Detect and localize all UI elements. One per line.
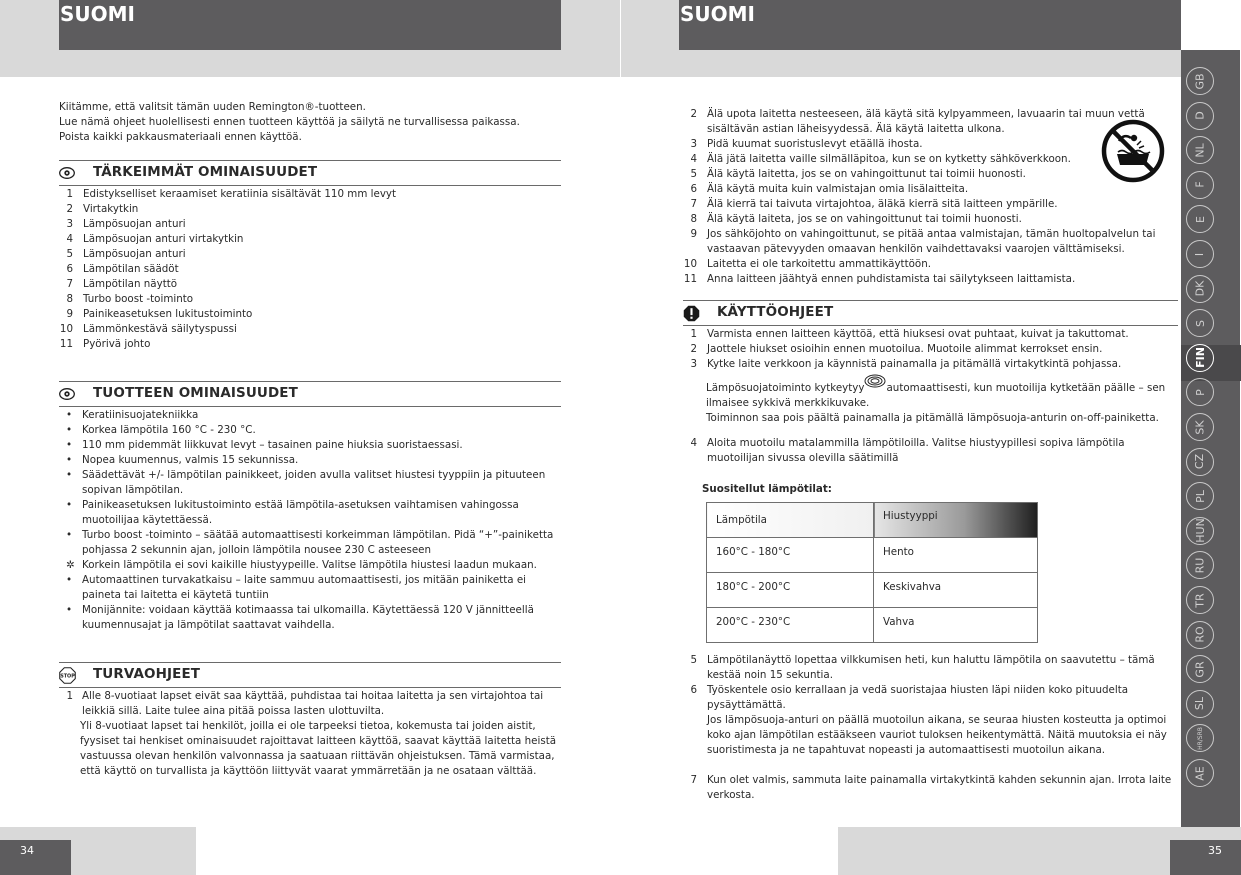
language-tab-label: NL (1193, 143, 1207, 158)
list-item-text: Pidä kuumat suoristuslevyt etäällä ihosta. (707, 138, 923, 150)
list-item-text: Painikeasetuksen lukitustoiminto (83, 308, 253, 320)
bullet-icon: • (66, 439, 73, 451)
list-item-number: 6 (690, 183, 697, 195)
usage-item-7 (683, 773, 1178, 803)
language-tab-nl[interactable] (1186, 136, 1214, 164)
usage-item-7-text: Kun olet valmis, sammuta laite painamalla virtakytkintä kahden sekunnin ajan. Irrota laite verkosta. (707, 774, 1172, 801)
list-item (59, 322, 561, 337)
list-item-text: Älä käytä muita kuin valmistajan omia lisälaitteita. (707, 183, 969, 195)
list-item (683, 212, 1178, 227)
list-item-number: 4 (66, 233, 73, 245)
list-item-number: 3 (66, 218, 73, 230)
list-item (683, 152, 1178, 167)
bullet-item-text: Keratiinisuojatekniikka (82, 409, 199, 421)
bullet-item (59, 408, 564, 423)
list-item-number: 5 (66, 248, 73, 260)
usage-item-6 (683, 683, 1178, 758)
safety-item-1-number: 1 (66, 690, 73, 702)
language-tab-label: FIN (1193, 347, 1207, 369)
list-item-number: 2 (66, 203, 73, 215)
list-item-text: Jos sähköjohto on vahingoittunut, se pitää antaa valmistajan, tämän huoltopalvelun tai vastaavan pätevyyden omaavan henkilön vaihdettavaksi vaarojen välttämiseksi. (707, 228, 1156, 255)
list-item-text: Varmista ennen laitteen käyttöä, että hiuksesi ovat puhtaat, kuivat ja takuttomat. (707, 328, 1129, 340)
list-item-number: 10 (59, 323, 73, 335)
caution-star-icon: ✲ (66, 559, 75, 571)
stop-sign-icon (59, 667, 76, 684)
bullet-item (59, 603, 564, 633)
safety-continued-list (683, 107, 1178, 287)
bullet-item-text: Automaattinen turvakatkaisu – laite sammuu automaattisesti, jos mitään painiketta ei paineta tai laitetta ei käytetä tuntiin (82, 574, 527, 601)
language-tab-label: F (1193, 181, 1207, 188)
bullet-icon: • (66, 409, 73, 421)
list-item-text: Älä kierrä tai taivuta virtajohtoa, äläkä kierrä sitä laitteen ympärille. (707, 198, 1058, 210)
bullet-icon: • (66, 529, 73, 541)
usage-section-header (683, 300, 1178, 326)
table-header-row (707, 503, 1038, 538)
usage-item-6-text: Työskentele osio kerrallaan ja vedä suoristajaa hiusten läpi niiden koko pituudelta pysäyttämättä. (707, 684, 1129, 711)
language-tab-label: GR (1193, 661, 1207, 678)
eye-icon (59, 166, 75, 180)
language-tab-gb[interactable] (1186, 67, 1214, 95)
language-tab-label: TR (1193, 592, 1207, 608)
list-item-text: Kytke laite verkkoon ja käynnistä painamalla ja pitämällä virtakytkintä pohjassa. (707, 358, 1122, 370)
list-item-text: Pyörivä johto (83, 338, 151, 350)
bullet-item (59, 558, 564, 573)
usage-item-4 (683, 436, 1178, 466)
list-item (683, 227, 1178, 257)
language-tab-pl[interactable] (1186, 482, 1214, 510)
language-tab-f[interactable] (1186, 171, 1214, 199)
language-tab-label: DK (1193, 280, 1207, 297)
table-cell: Hento (874, 538, 1038, 573)
list-item (683, 167, 1178, 182)
language-tab-label: D (1193, 111, 1207, 120)
language-tab-label: HUN (1193, 518, 1207, 544)
language-tab-label: PL (1193, 489, 1207, 503)
list-item-text: Älä jätä laitetta vaille silmälläpitoa, kun se on kytketty sähköverkkoon. (707, 153, 1071, 165)
list-item (59, 247, 561, 262)
list-item-number: 9 (66, 308, 73, 320)
eye-icon (59, 387, 75, 401)
list-item-text: Virtakytkin (83, 203, 139, 215)
table-cell: Keskivahva (874, 573, 1038, 608)
warning-icon (683, 305, 700, 322)
bullet-icon: • (66, 604, 73, 616)
bullet-icon: • (66, 454, 73, 466)
table-cell: Vahva (874, 608, 1038, 643)
features-title: TÄRKEIMMÄT OMINAISUUDET (93, 164, 318, 180)
table-cell: 200°C - 230°C (707, 608, 874, 643)
language-tab-cz[interactable] (1186, 448, 1214, 476)
page-number-left: 34 (0, 840, 71, 875)
recommended-temps-label: Suositellut lämpötilat: (702, 483, 832, 495)
product-section-header (59, 381, 561, 407)
table-row (707, 538, 1038, 573)
list-item-number: 3 (690, 358, 697, 370)
list-item-number: 6 (66, 263, 73, 275)
list-item-text: Anna laitteen jäähtyä ennen puhdistamista tai säilytykseen laittamista. (707, 273, 1076, 285)
language-tab-label: P (1193, 389, 1207, 396)
language-tab-label: E (1193, 215, 1207, 223)
language-tab-hun[interactable] (1186, 517, 1214, 545)
bullet-item-text: Korkein lämpötila ei sovi kaikille hiustyypeille. Valitse lämpötila hiustesi laadun mukaan. (82, 559, 537, 571)
language-tab-dk[interactable] (1186, 275, 1214, 303)
list-item-text: Älä upota laitetta nesteeseen, älä käytä sitä kylpyammeen, lavuaarin tai muun vettä sisältävän astian läheisyydessä. Älä käytä laitetta ulkona. (707, 108, 1145, 135)
table-row (707, 573, 1038, 608)
list-item (683, 182, 1178, 197)
usage-item-7-number: 7 (690, 774, 697, 786)
table-cell: 180°C - 200°C (707, 573, 874, 608)
safety-item-1-text-2: Yli 8-vuotiaat lapset tai henkilöt, joilla ei ole tarpeeksi tietoa, kokemusta tai joiden aistit, fyysiset tai henkiset ominaisuudet rajoittavat laitteen käyttöä, saavat käyttää laitetta heistä vastuussa olevan henkilön valvonnassa ja saatuaan riittävän ohjeistuksen. Tämä varmistaa, että käyttö on turvallista ja käyttöön liittyvät vaarat ymmärretään ja ne osataan välttää. (80, 720, 557, 777)
list-item-number: 4 (690, 153, 697, 165)
usage-title: KÄYTTÖOHJEET (717, 304, 834, 320)
heat-protect-text-post: automaattisesti, kun muotoilija kytketään päälle – sen ilmaisee sykkivä merkkikuvake. (706, 382, 1166, 409)
list-item (683, 257, 1178, 272)
usage-item-5 (683, 653, 1178, 683)
language-tab-label: SL (1193, 697, 1207, 711)
language-tab-label: RO (1193, 626, 1207, 643)
safety-section-header (59, 662, 561, 688)
language-tab-d[interactable] (1186, 102, 1214, 130)
list-item (59, 217, 561, 232)
features-list (59, 187, 561, 352)
list-item (59, 292, 561, 307)
table-cell: 160°C - 180°C (707, 538, 874, 573)
bullet-item (59, 453, 564, 468)
list-item-text: Laitetta ei ole tarkoitettu ammattikäyttöön. (707, 258, 932, 270)
list-item-number: 2 (690, 343, 697, 355)
list-item (683, 197, 1178, 212)
table-header-temperature: Lämpötila (707, 503, 874, 538)
list-item (59, 337, 561, 352)
list-item-text: Älä käytä laitetta, jos se on vahingoittunut tai toimii huonosti. (707, 168, 1026, 180)
list-item-number: 11 (59, 338, 73, 350)
safety-item-1-text: Alle 8-vuotiaat lapset eivät saa käyttää, puhdistaa tai hoitaa laitetta ja sen virtajohtoa tai leikkiä sillä. Laite tulee aina pitää poissa lasten ulottuvilta. (82, 690, 544, 717)
list-item-text: Älä käytä laiteta, jos se on vahingoittunut tai toimii huonosti. (707, 213, 1022, 225)
language-tab-label: HR/SRB (1196, 726, 1204, 750)
list-item (683, 342, 1178, 357)
list-item-number: 2 (690, 108, 697, 120)
bullet-item-text: Nopea kuumennus, valmis 15 sekunnissa. (82, 454, 299, 466)
features-section-header (59, 160, 561, 186)
page-title-left: SUOMI (59, 0, 561, 50)
bullet-item (59, 498, 564, 528)
usage-item-6-number: 6 (690, 684, 697, 696)
list-item-text: Lämpösuojan anturi (83, 218, 186, 230)
language-tab-ro[interactable] (1186, 621, 1214, 649)
bullet-item (59, 573, 564, 603)
page-title-right: SUOMI (679, 0, 1181, 50)
list-item-text: Jaottele hiukset osioihin ennen muotoilua. Muotoile alimmat kerrokset ensin. (707, 343, 1103, 355)
language-tab-fin[interactable] (1186, 344, 1214, 372)
list-item-number: 3 (690, 138, 697, 150)
usage-item-3-detail (706, 374, 1176, 426)
bullet-icon: • (66, 499, 73, 511)
stop-label: STOP (60, 673, 75, 680)
list-item (683, 107, 1178, 137)
language-tab-gr[interactable] (1186, 655, 1214, 683)
bullet-item-text: 110 mm pidemmät liikkuvat levyt – tasainen paine hiuksia suoristaessasi. (82, 439, 463, 451)
list-item-number: 10 (683, 258, 697, 270)
bullet-item-text: Painikeasetuksen lukitustoiminto estää lämpötila-asetuksen vaihtamisen vahingossa muotoilijaa käytettäessä. (82, 499, 519, 526)
bullet-item-text: Korkea lämpötila 160 °C - 230 °C. (82, 424, 256, 436)
safety-item-1 (59, 689, 561, 779)
list-item (683, 272, 1178, 287)
language-tab-label: I (1193, 252, 1207, 256)
bullet-icon: • (66, 574, 73, 586)
intro-line-2: Lue nämä ohjeet huolellisesti ennen tuotteen käyttöä ja säilytä ne turvallisessa paikassa. (59, 116, 520, 128)
list-item-number: 7 (66, 278, 73, 290)
bullet-item (59, 528, 564, 558)
language-tab-label: GB (1193, 72, 1207, 90)
list-item (683, 357, 1178, 372)
list-item-text: Edistykselliset keraamiset keratiinia sisältävät 110 mm levyt (83, 188, 397, 200)
list-item-text: Lämmönkestävä säilytyspussi (83, 323, 237, 335)
list-item (683, 327, 1178, 342)
intro-line-1: Kiitämme, että valitsit tämän uuden Remington®-tuotteen. (59, 101, 366, 113)
language-tab-i[interactable] (1186, 240, 1214, 268)
list-item (59, 277, 561, 292)
bullet-icon: • (66, 424, 73, 436)
list-item (683, 137, 1178, 152)
list-item-number: 9 (690, 228, 697, 240)
list-item-number: 5 (690, 168, 697, 180)
usage-item-5-number: 5 (690, 654, 697, 666)
heat-protect-toggle-text: Toiminnon saa pois päältä painamalla ja pitämällä lämpösuoja-anturin on-off-painiketta. (706, 412, 1159, 424)
list-item-number: 11 (683, 273, 697, 285)
bullet-item (59, 468, 564, 498)
list-item-text: Lämpösuojan anturi (83, 248, 186, 260)
list-item-number: 1 (690, 328, 697, 340)
list-item-number: 1 (66, 188, 73, 200)
product-list (59, 408, 564, 633)
bullet-item-text: Turbo boost -toiminto – säätää automaattisesti korkeimman lämpötilan. Pidä “+”-painiketta pohjassa 2 sekunnin ajan, jolloin lämpötila nousee 230 C asteeseen (82, 529, 554, 556)
list-item (59, 202, 561, 217)
list-item-text: Lämpötilan säädöt (83, 263, 179, 275)
list-item-text: Turbo boost -toiminto (83, 293, 194, 305)
table-row (707, 608, 1038, 643)
bullet-icon: • (66, 469, 73, 481)
list-item (59, 187, 561, 202)
usage-item-4-text: Aloita muotoilu matalammilla lämpötiloilla. Valitse hiustyypillesi sopiva lämpötila muotoilijan sivussa olevilla säätimillä (707, 437, 1125, 464)
product-title: TUOTTEEN OMINAISUUDET (93, 385, 298, 401)
heat-protect-icon (864, 374, 886, 388)
language-tab-sl[interactable] (1186, 690, 1214, 718)
language-tab-label: SK (1193, 419, 1207, 435)
intro-line-3: Poista kaikki pakkausmateriaali ennen käyttöä. (59, 131, 302, 143)
heat-protect-text-pre: Lämpösuojatoiminto kytkeytyy (706, 382, 865, 394)
list-item (59, 232, 561, 247)
bullet-item-text: Monijännite: voidaan käyttää kotimaassa tai ulkomailla. Käytettäessä 120 V jännitteellä kuumennusajat ja lämpötilat saattavat vaihdella. (82, 604, 534, 631)
list-item-number: 8 (690, 213, 697, 225)
language-tab-label: CZ (1193, 453, 1207, 470)
language-tab-ae[interactable] (1186, 759, 1214, 787)
bullet-item-text: Säädettävät +/- lämpötilan painikkeet, joiden avulla valitset hiustesi tyyppiin ja pituuteen sopivan lämpötilan. (82, 469, 546, 496)
usage-list (683, 327, 1178, 372)
usage-item-5-text: Lämpötilanäyttö lopettaa vilkkumisen heti, kun haluttu lämpötila on saavutettu – tämä kestää noin 15 sekuntia. (707, 654, 1155, 681)
usage-item-4-number: 4 (690, 437, 697, 449)
usage-item-6-detail: Jos lämpösuoja-anturi on päällä muotoilun aikana, se seuraa hiusten kosteutta ja optimoi koko ajan lämpötilan estääkseen vauriot tuloksen heikentymättä. Näitä muutoksia ei näy suoristimesta ja ne tapahtuvat nopeasti ja automaattisesti muotoilun aikana. (707, 714, 1167, 756)
list-item-text: Lämpötilan näyttö (83, 278, 178, 290)
bullet-item (59, 438, 564, 453)
safety-title: TURVAOHJEET (93, 666, 201, 682)
list-item-number: 8 (66, 293, 73, 305)
list-item (59, 307, 561, 322)
language-tab-s[interactable] (1186, 309, 1214, 337)
table-header-hairtype: Hiustyyppi (874, 503, 1038, 538)
list-item-number: 7 (690, 198, 697, 210)
language-tab-label: S (1193, 319, 1207, 327)
language-tab-label: AE (1193, 765, 1207, 781)
bullet-item (59, 423, 564, 438)
temperature-table (706, 502, 1038, 643)
language-tab-tr[interactable] (1186, 586, 1214, 614)
list-item (59, 262, 561, 277)
language-tab-sk[interactable] (1186, 413, 1214, 441)
language-tab-label: RU (1193, 557, 1207, 574)
page-number-right: 35 (1170, 840, 1241, 875)
list-item-text: Lämpösuojan anturi virtakytkin (83, 233, 244, 245)
